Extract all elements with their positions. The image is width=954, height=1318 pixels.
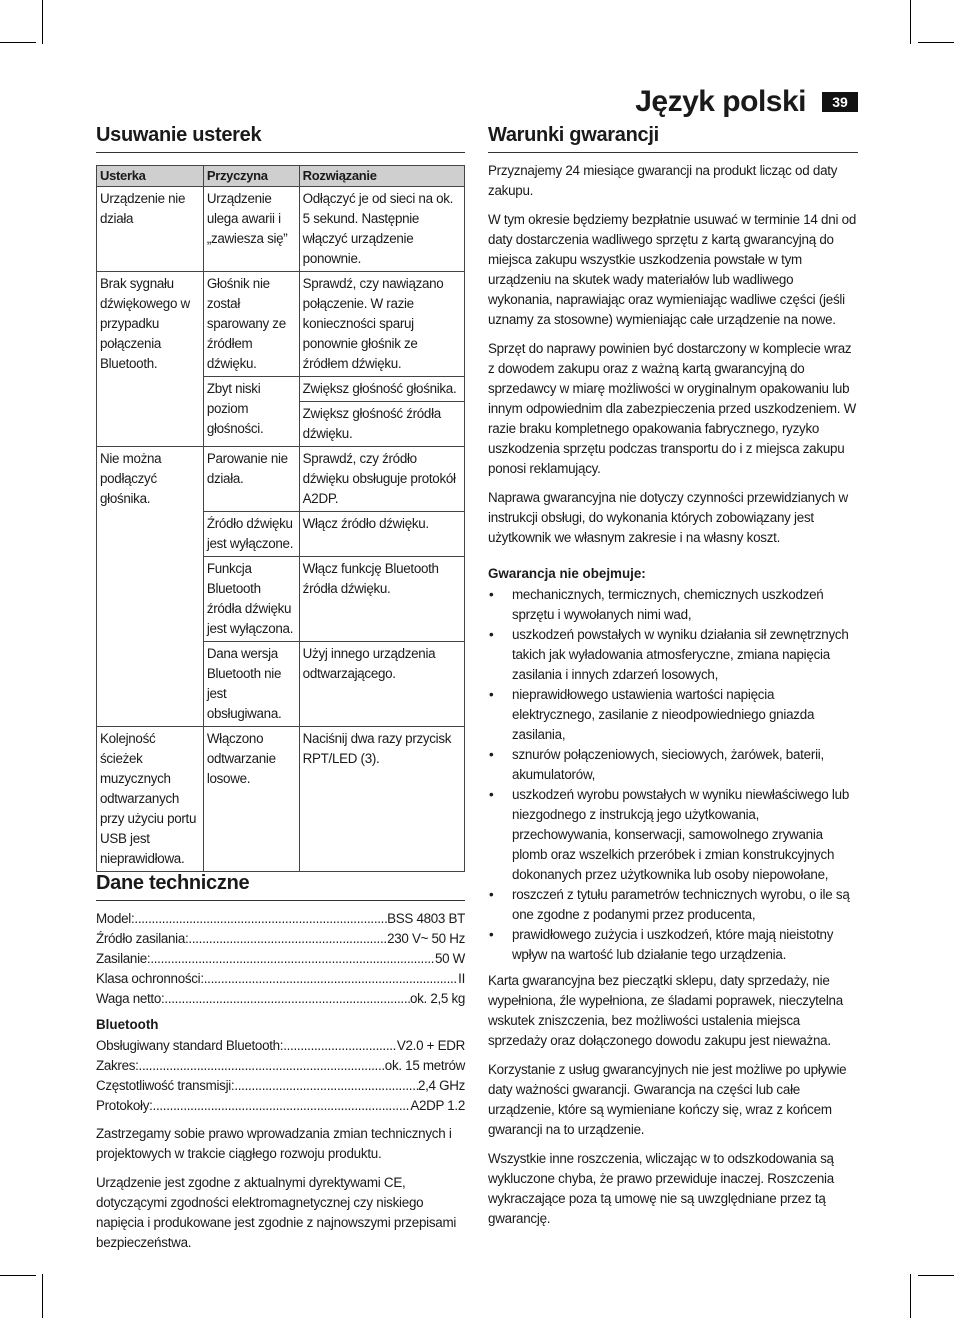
fault-cell: Nie można podłączyć głośnika.: [97, 447, 204, 727]
spec-label: Protokoły:: [96, 1098, 153, 1113]
cause-cell: Dana wersja Bluetooth nie jest obsługiwana.: [203, 642, 299, 727]
solution-cell: Użyj innego urządzenia odtwarzającego.: [299, 642, 464, 727]
solution-cell: Włącz funkcję Bluetooth źródła dźwięku.: [299, 557, 464, 642]
spec-label: Zasilanie:: [96, 951, 151, 966]
troubleshooting-table: [96, 165, 465, 872]
table-row: [97, 727, 465, 872]
page-title: Język polski: [635, 85, 806, 118]
warranty-paragraph: Korzystanie z usług gwarancyjnych nie jest możliwe po upływie daty ważności gwarancji. Gwarancja na części lub całe urządzenie, które są wymieniane kończy się, wraz z końcem gwarancji na to urządzenie.: [488, 1062, 847, 1137]
cause-cell: Głośnik nie został sparowany ze źródłem dźwięku.: [203, 272, 299, 377]
spec-value: 50 W: [434, 951, 465, 966]
column-header: Rozwiązanie: [299, 166, 464, 187]
tech-note: Zastrzegamy sobie prawo wprowadzania zmian technicznych i projektowych w trakcie ciągłego rozwoju produktu.: [96, 1126, 452, 1161]
spec-row: [96, 909, 465, 929]
crop-mark: [918, 42, 954, 43]
warranty-paragraph: Wszystkie inne roszczenia, wliczając w to odszkodowania są wykluczone chyba, że prawo przewiduje inaczej. Roszczenia wykraczające poza tą umowę nie są uwzględniane przez tą gwarancję.: [488, 1151, 834, 1226]
spec-row: [96, 1076, 465, 1096]
warranty-section: [488, 124, 858, 1238]
spec-row: [96, 969, 465, 989]
warranty-paragraph: Naprawa gwarancyjna nie dotyczy czynności przewidzianych w instrukcji obsługi, do wykonania których zobowiązany jest użytkownik we własnym zakresie i na własny koszt.: [488, 490, 848, 545]
solution-cell: Włącz źródło dźwięku.: [299, 512, 464, 557]
crop-mark: [42, 0, 43, 44]
spec-row: [96, 1096, 465, 1116]
list-item: • nieprawidłowego ustawienia wartości napięcia elektrycznego, zasilanie z nieodpowiedniego gniazda zasilania,: [488, 685, 858, 745]
spec-list: [96, 909, 465, 1009]
warranty-heading: Warunki gwarancji: [488, 124, 858, 153]
table-row: [97, 272, 465, 377]
spec-value: 230 V~ 50 Hz: [387, 931, 465, 946]
spec-label: Częstotliwość transmisji:: [96, 1078, 235, 1093]
spec-label: Obsługiwany standard Bluetooth:: [96, 1038, 284, 1053]
spec-value: ok. 15 metrów: [384, 1058, 465, 1073]
bluetooth-subheading: Bluetooth: [96, 1017, 159, 1032]
spec-row: [96, 929, 465, 949]
spec-label: Zakres:: [96, 1058, 139, 1073]
spec-value: ok. 2,5 kg: [409, 991, 465, 1006]
crop-mark: [910, 0, 911, 44]
spec-row: [96, 989, 465, 1009]
fault-cell: Brak sygnału dźwiękowego w przypadku połączenia Bluetooth.: [97, 272, 204, 447]
crop-mark: [0, 42, 36, 43]
list-item: • roszczeń z tytułu parametrów technicznych wyrobu, o ile są one zgodne z podanymi przez producenta,: [488, 885, 858, 925]
solution-cell: Naciśnij dwa razy przycisk RPT/LED (3).: [299, 727, 464, 872]
warranty-paragraph: W tym okresie będziemy bezpłatnie usuwać w terminie 14 dni od daty dostarczenia wadliwego sprzętu z kartą gwarancyjną do miejsca zakupu wszystkie uszkodzenia powstałe w tym urządzeniu na skutek wady materiałów lub wadliwego wykonania, naprawiając oraz wymieniając wadliwe części (jeśli uznamy za stosowne) wymieniając całe urządzenie na nowe.: [488, 212, 857, 327]
spec-label: Waga netto:: [96, 991, 165, 1006]
cause-cell: Źródło dźwięku jest wyłączone.: [203, 512, 299, 557]
solution-cell: Sprawdź, czy źródło dźwięku obsługuje protokół A2DP.: [299, 447, 464, 512]
cause-cell: Włączono odtwarzanie losowe.: [203, 727, 299, 872]
bluetooth-spec-list: [96, 1036, 465, 1116]
spec-row: [96, 949, 465, 969]
spec-row: [96, 1056, 465, 1076]
list-item: • prawidłowego zużycia i uszkodzeń, które mają nieistotny wpływ na wartość lub działanie tego urządzenia.: [488, 925, 858, 965]
cause-cell: Parowanie nie działa.: [203, 447, 299, 512]
spec-value: BSS 4803 BT: [387, 911, 465, 926]
table-row: [97, 447, 465, 512]
cause-cell: Urządzenie ulega awarii i „zawiesza się”: [203, 187, 299, 272]
spec-value: 2,4 GHz: [417, 1078, 465, 1093]
spec-label: Klasa ochronności:: [96, 971, 204, 986]
exclusions-subheading: Gwarancja nie obejmuje:: [488, 566, 646, 581]
tech-heading: Dane techniczne: [96, 872, 465, 901]
list-item: • sznurów połączeniowych, sieciowych, żarówek, baterii, akumulatorów,: [488, 745, 858, 785]
solution-cell: Zwiększ głośność głośnika.: [299, 377, 464, 402]
spec-row: [96, 1036, 465, 1056]
tech-section: [96, 872, 465, 1262]
cause-cell: Funkcja Bluetooth źródła dźwięku jest wyłączona.: [203, 557, 299, 642]
crop-mark: [0, 1275, 36, 1276]
exclusions-list: [488, 585, 858, 965]
spec-value: A2DP 1.2: [410, 1098, 465, 1113]
fault-cell: Kolejność ścieżek muzycznych odtwarzanych przy użyciu portu USB jest nieprawidłowa.: [97, 727, 204, 872]
warranty-paragraph: Przyznajemy 24 miesiące gwarancji na produkt licząc od daty zakupu.: [488, 163, 838, 198]
list-item: • uszkodzeń powstałych w wyniku działania sił zewnętrznych takich jak wyładowania atmosferyczne, zmiana napięcia zasilania i innych zdarzeń losowych,: [488, 625, 858, 685]
list-item: • mechanicznych, termicznych, chemicznych uszkodzeń sprzętu i wywołanych nimi wad,: [488, 585, 858, 625]
cause-cell: Zbyt niski poziom głośności.: [203, 377, 299, 447]
solution-cell: Zwiększ głośność źródła dźwięku.: [299, 402, 464, 447]
fault-cell: Urządzenie nie działa: [97, 187, 204, 272]
spec-value: V2.0 + EDR: [396, 1038, 465, 1053]
compliance-note: Urządzenie jest zgodne z aktualnymi dyrektywami CE, dotyczącymi zgodności elektromagnetycznej czy niskiego napięcia i produkowane jest zgodnie z najnowszymi przepisami bezpieczeństwa.: [96, 1175, 457, 1250]
solution-cell: Odłączyć je od sieci na ok. 5 sekund. Następnie włączyć urządzenie ponownie.: [299, 187, 464, 272]
troubleshooting-heading: Usuwanie usterek: [96, 124, 465, 153]
table-header-row: [97, 166, 465, 187]
solution-cell: Sprawdź, czy nawiązano połączenie. W razie konieczności sparuj ponownie głośnik ze źródłem dźwięku.: [299, 272, 464, 377]
page-number: 39: [822, 92, 858, 112]
warranty-paragraph: Sprzęt do naprawy powinien być dostarczony w komplecie wraz z dowodem zakupu oraz z ważną kartą gwarancyjną do sprzedawcy w miarę możliwości w oryginalnym opakowaniu lub innym odpowiednim dla zabezpieczenia przed uszkodzeniem. W razie braku kompletnego opakowania fabrycznego, ryzyko uszkodzenia sprzętu podczas transportu do i z miejsca zakupu ponosi reklamujący.: [488, 341, 857, 476]
spec-label: Model:: [96, 911, 135, 926]
table-row: [97, 187, 465, 272]
column-header: Usterka: [97, 166, 204, 187]
spec-value: II: [458, 971, 465, 986]
spec-label: Źródło zasilania:: [96, 931, 189, 946]
column-header: Przyczyna: [203, 166, 299, 187]
crop-mark: [918, 1275, 954, 1276]
crop-mark: [910, 1274, 911, 1318]
crop-mark: [42, 1274, 43, 1318]
troubleshooting-section: [96, 124, 465, 872]
warranty-paragraph: Karta gwarancyjna bez pieczątki sklepu, daty sprzedaży, nie wypełniona, źle wypełniona, ze śladami poprawek, nieczytelna wskutek zniszczenia, bez możliwości ustalenia miejsca sprzedaży oraz dołączonego dowodu zakupu jest nieważna.: [488, 973, 843, 1048]
list-item: • uszkodzeń wyrobu powstałych w wyniku niewłaściwego lub niezgodnego z instrukcją jego użytkowania, przechowywania, konserwacji, samowolnego zrywania plomb oraz wszelkich przeróbek i zmian konstrukcyjnych dokonanych przez użytkownika lub osoby niepowołane,: [488, 785, 858, 885]
